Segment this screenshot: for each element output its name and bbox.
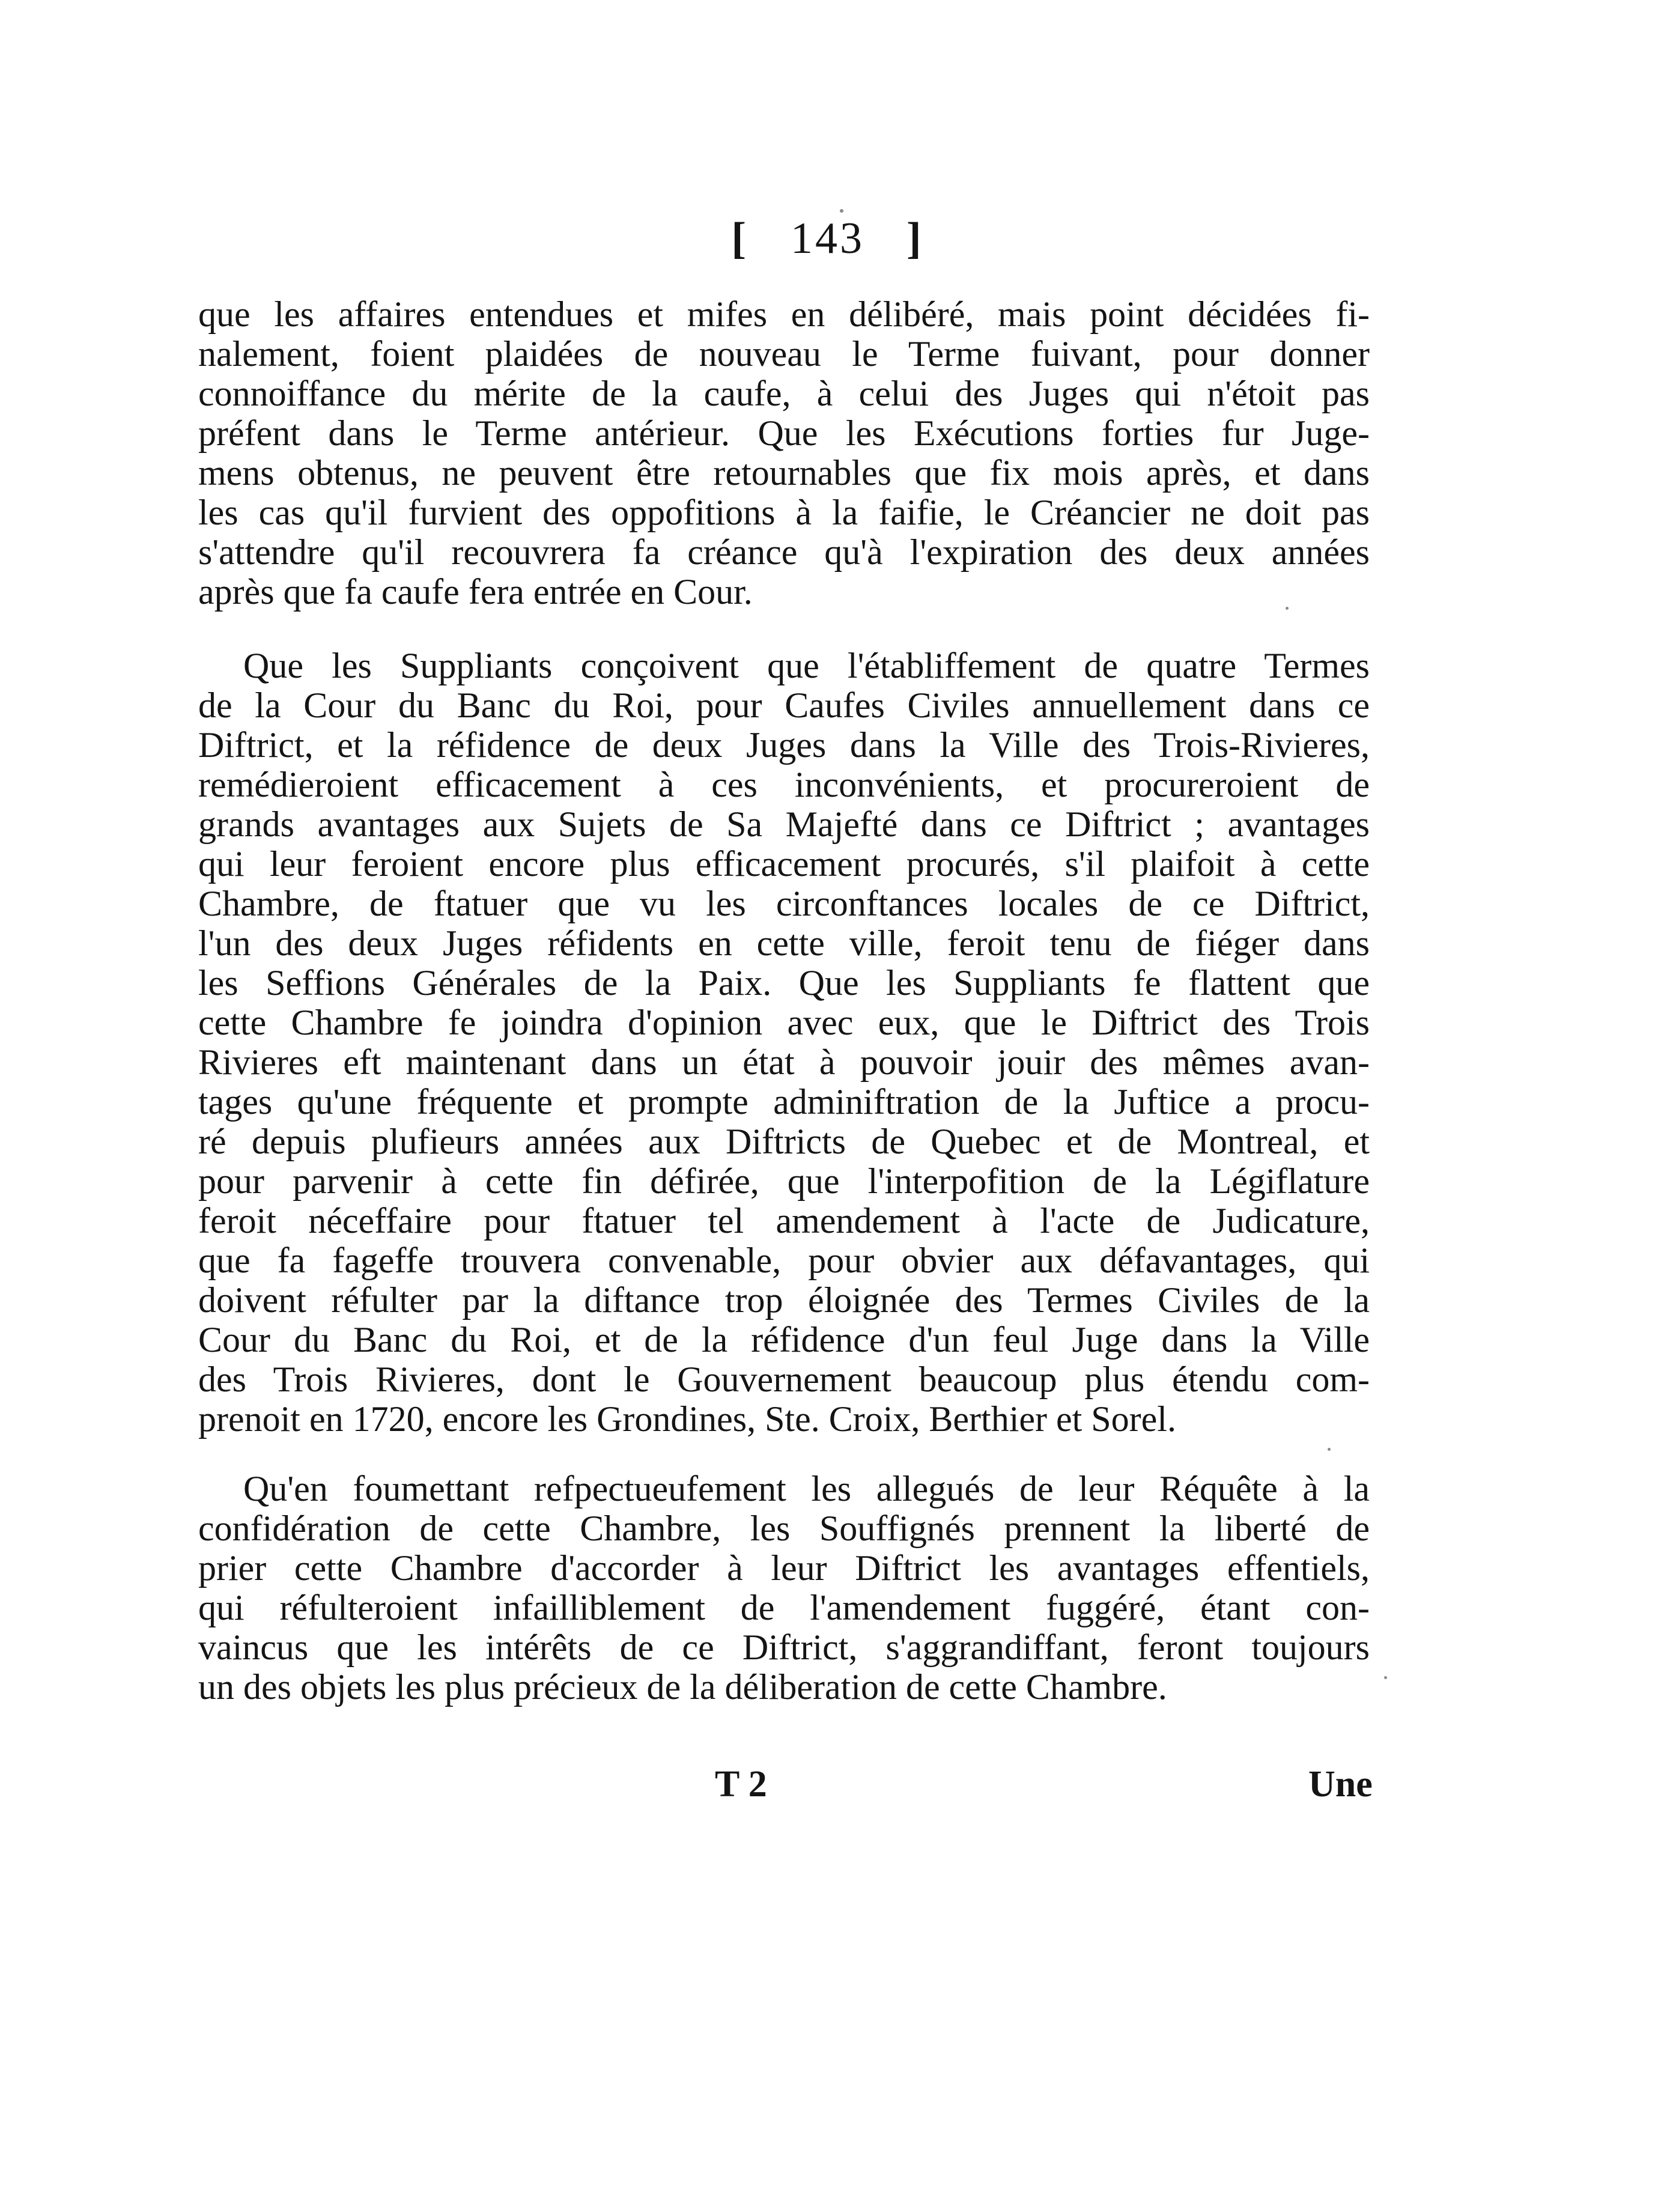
text-line: vaincus que les intérêts de ce Diftrict, s'aggrandiffant, feront toujours <box>198 1627 1370 1667</box>
text-line: Diftrict, et la réfidence de deux Juges dans la Ville des Trois-Rivieres, <box>198 725 1370 765</box>
page-header <box>0 213 1655 264</box>
text-line: Que les Suppliants conçoivent que l'établiffement de quatre Termes <box>243 646 1370 685</box>
catchword: Une <box>1308 1764 1373 1805</box>
text-line: s'attendre qu'il recouvrera fa créance qu'à l'expiration des deux années <box>198 532 1370 572</box>
text-line: les cas qu'il furvient des oppofitions à la faifie, le Créancier ne doit pas <box>198 493 1370 532</box>
text-line: prenoit en 1720, encore les Grondines, Ste. Croix, Berthier et Sorel. <box>198 1399 1176 1439</box>
paragraph-3 <box>198 1469 1370 1707</box>
page-footer <box>0 1763 1655 1811</box>
text-line: les Seffions Générales de la Paix. Que les Suppliants fe flattent que <box>198 963 1370 1003</box>
text-line: que fa fageffe trouvera convenable, pour obvier aux défavantages, qui <box>198 1241 1370 1280</box>
text-line: préfent dans le Terme antérieur. Que les Exécutions forties fur Juge- <box>198 413 1370 453</box>
paragraph-2 <box>198 646 1370 1439</box>
text-line: remédieroient efficacement à ces inconvénients, et procureroient de <box>198 765 1370 804</box>
text-line: nalement, foient plaidées de nouveau le Terme fuivant, pour donner <box>198 334 1370 374</box>
paper-speck <box>1384 1676 1387 1679</box>
text-line: Rivieres eft maintenant dans un état à pouvoir jouir des mêmes avan- <box>198 1042 1370 1082</box>
text-line: doivent réfulter par la diftance trop éloignée des Termes Civiles de la <box>198 1280 1370 1320</box>
text-line: de la Cour du Banc du Roi, pour Caufes Civiles annuellement dans ce <box>198 685 1370 725</box>
text-line: cette Chambre fe joindra d'opinion avec eux, que le Diftrict des Trois <box>198 1003 1370 1042</box>
text-line: un des objets les plus précieux de la déliberation de cette Chambre. <box>198 1667 1167 1707</box>
text-line: après que fa caufe fera entrée en Cour. <box>198 572 753 612</box>
text-line: connoiffance du mérite de la caufe, à celui des Juges qui n'étoit pas <box>198 374 1370 413</box>
text-line: des Trois Rivieres, dont le Gouvernement beaucoup plus étendu com- <box>198 1360 1370 1399</box>
text-line: feroit néceffaire pour ftatuer tel amendement à l'acte de Judicature, <box>198 1201 1370 1241</box>
text-line: pour parvenir à cette fin défirée, que l'interpofition de la Légiflature <box>198 1161 1370 1201</box>
text-line: Chambre, de ftatuer que vu les circonftances locales de ce Diftrict, <box>198 884 1370 923</box>
text-line: l'un des deux Juges réfidents en cette ville, feroit tenu de fiéger dans <box>198 923 1370 963</box>
text-line: qui leur feroient encore plus efficacement procurés, s'il plaifoit à cette <box>198 844 1370 884</box>
text-line: ré depuis plufieurs années aux Diftricts de Quebec et de Montreal, et <box>198 1122 1370 1161</box>
header-open-bracket: [ <box>731 214 749 263</box>
header-close-bracket: ] <box>906 214 924 263</box>
text-line: tages qu'une fréquente et prompte adminiftration de la Juftice a procu- <box>198 1082 1370 1122</box>
signature-mark: T 2 <box>715 1764 767 1805</box>
paper-speck <box>840 209 843 213</box>
text-line: confidération de cette Chambre, les Souffignés prennent la liberté de <box>198 1509 1370 1548</box>
text-line: Cour du Banc du Roi, et de la réfidence d'un feul Juge dans la Ville <box>198 1320 1370 1360</box>
text-line: que les affaires entendues et mifes en délibéré, mais point décidées fi- <box>198 294 1370 334</box>
text-line: grands avantages aux Sujets de Sa Majefté dans ce Diftrict ; avantages <box>198 804 1370 844</box>
text-line: Qu'en foumettant refpectueufement les allegués de leur Réquête à la <box>243 1469 1370 1509</box>
text-line: mens obtenus, ne peuvent être retournables que fix mois après, et dans <box>198 453 1370 493</box>
paper-speck <box>1328 1448 1331 1451</box>
text-line: prier cette Chambre d'accorder à leur Diftrict les avantages effentiels, <box>198 1548 1370 1588</box>
page-number: 143 <box>791 214 864 263</box>
text-line: qui réfulteroient infailliblement de l'amendement fuggéré, étant con- <box>198 1588 1370 1627</box>
paragraph-1 <box>198 294 1370 612</box>
paper-speck <box>1286 607 1289 610</box>
